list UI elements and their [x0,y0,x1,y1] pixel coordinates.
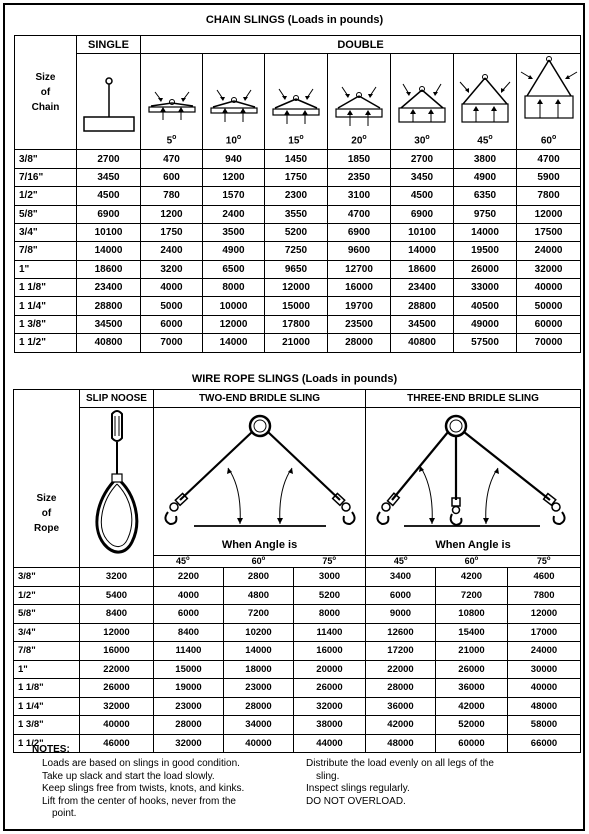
rope-load-cell: 22000 [366,660,436,679]
chain-load-cell: 2300 [265,187,328,205]
slip-noose-header: SLIP NOOSE [80,390,154,408]
double-30-diagram-cell [391,54,454,150]
chain-load-cell: 1750 [265,168,328,186]
rope-load-cell: 38000 [294,716,366,735]
rope-load-cell: 42000 [436,697,508,716]
single-sling-diagram [79,69,139,149]
note-item: Take up slack and start the load slowly. [42,770,215,782]
rope-load-cell: 42000 [366,716,436,735]
chain-load-cell: 1570 [203,187,265,205]
chain-size-cell: 1 1/2" [15,334,77,352]
chain-load-cell: 940 [203,150,265,168]
chain-load-cell: 10000 [203,297,265,315]
of-label: of [40,87,51,99]
double-45-diagram [456,64,514,134]
chain-load-cell: 21000 [265,334,328,352]
rope-load-cell: 11400 [294,623,366,642]
chain-load-cell: 9600 [328,242,391,260]
note-item: sling. [316,770,340,782]
rope-load-cell: 23000 [224,679,294,698]
note-item: Distribute the load evenly on all legs of the [306,758,494,769]
notes-left-column [42,758,292,821]
of-label: of [41,508,52,519]
rope-row [14,568,581,587]
chain-load-cell: 40500 [454,297,517,315]
chain-load-cell: 9650 [265,260,328,278]
rope-load-cell: 12600 [366,623,436,642]
rope-row [14,586,581,605]
chain-load-cell: 60000 [517,315,581,333]
chain-load-cell: 24000 [517,242,581,260]
chain-load-cell: 600 [141,168,203,186]
chain-load-cell: 1750 [141,223,203,241]
rope-load-cell: 28000 [224,697,294,716]
size-label: Size [36,493,57,504]
chain-load-cell: 14000 [391,242,454,260]
double-header: DOUBLE [141,36,581,54]
rope-load-cell: 32000 [294,697,366,716]
rope-load-cell: 26000 [80,679,154,698]
rope-load-cell: 36000 [366,697,436,716]
chain-size-cell: 1/2" [15,187,77,205]
three-end-when-angle-label: When Angle is [435,538,511,551]
rope-size-cell: 1 1/8" [14,679,80,698]
note-item: Keep slings free from twists, knots, and kinks. [42,783,245,794]
rope-load-cell: 30000 [508,660,581,679]
two-end-bridle-header: TWO-END BRIDLE SLING [154,390,366,408]
double-45-diagram-cell [454,54,517,150]
chain-row [15,242,581,260]
chain-load-cell: 7250 [265,242,328,260]
chain-row [15,187,581,205]
chain-row [15,297,581,315]
chain-load-cell: 6500 [203,260,265,278]
three-end-bridle-diagram-cell [366,408,581,556]
rope-load-cell: 2800 [224,568,294,587]
chain-label: Chain [31,102,60,114]
single-header: SINGLE [77,36,141,54]
chain-size-cell: 3/4" [15,223,77,241]
chain-size-cell: 1 1/4" [15,297,77,315]
angle-30-label: 30$^o$ [414,134,430,147]
rope-row [14,734,581,753]
rope-load-cell: 16000 [80,642,154,661]
rope-load-cell: 5200 [294,586,366,605]
chain-load-cell: 12000 [265,279,328,297]
rope-size-cell: 1" [14,660,80,679]
note-item: DO NOT OVERLOAD. [306,795,406,807]
chain-load-cell: 1200 [203,168,265,186]
rope-size-cell: 1 3/8" [14,716,80,735]
rope-load-cell: 11400 [154,642,224,661]
rope-load-cell: 34000 [224,716,294,735]
double-5-diagram-cell [141,54,203,150]
two-end-when-angle-label: When Angle is [221,538,298,551]
rope-load-cell: 20000 [294,660,366,679]
chain-load-cell: 28800 [77,297,141,315]
rope-load-cell: 10200 [224,623,294,642]
rope-load-cell: 14000 [224,642,294,661]
rope-load-cell: 7200 [224,605,294,624]
chain-load-cell: 4000 [141,279,203,297]
rope-load-cell: 66000 [508,734,581,753]
chain-load-cell: 2400 [203,205,265,223]
rope-load-cell: 7200 [436,586,508,605]
chain-row [15,223,581,241]
chain-load-cell: 18600 [391,260,454,278]
chain-load-cell: 3100 [328,187,391,205]
double-15-diagram-cell [265,54,328,150]
chain-load-cell: 4500 [77,187,141,205]
rope-size-cell: 1 1/2" [14,734,80,753]
chain-load-cell: 17500 [517,223,581,241]
rope-load-cell: 16000 [294,642,366,661]
note-item: point. [52,808,77,819]
double-30-diagram [393,70,451,134]
chain-row [15,205,581,223]
rope-load-cell: 23000 [154,697,224,716]
chain-load-cell: 5200 [265,223,328,241]
chain-size-cell: 7/16" [15,168,77,186]
rope-load-cell: 28000 [366,679,436,698]
angle-20-label: 20$^o$ [351,134,367,147]
rope-label: Rope [34,523,59,534]
chain-load-cell: 19500 [454,242,517,260]
angle-60-label: 60$^o$ [540,134,557,147]
chain-load-cell: 70000 [517,334,581,352]
chain-load-cell: 14000 [454,223,517,241]
rope-row [14,660,581,679]
chain-load-cell: 17800 [265,315,328,333]
rope-load-cell: 21000 [436,642,508,661]
rope-row [14,642,581,661]
chain-load-cell: 34500 [391,315,454,333]
chain-load-cell: 23400 [391,279,454,297]
three-end-bridle-diagram [366,408,580,528]
wire-rope-slings-table [13,389,581,753]
chain-table-body [15,150,581,352]
notes-heading: NOTES: [32,744,70,755]
rope-load-cell: 2200 [154,568,224,587]
double-60-diagram [519,54,579,134]
rope-load-cell: 40000 [80,716,154,735]
chain-row [15,260,581,278]
chain-row [15,279,581,297]
chain-load-cell: 18600 [77,260,141,278]
rope-load-cell: 3000 [294,568,366,587]
single-sling-diagram-cell [77,54,141,150]
rope-load-cell: 6000 [154,605,224,624]
three-end-bridle-header: THREE-END BRIDLE SLING [366,390,581,408]
rope-size-cell: 5/8" [14,605,80,624]
rope-load-cell: 32000 [154,734,224,753]
chain-row [15,150,581,168]
chain-load-cell: 6900 [77,205,141,223]
double-5-diagram [143,74,201,134]
rope-load-cell: 19000 [154,679,224,698]
rope-load-cell: 28000 [154,716,224,735]
chain-load-cell: 6900 [391,205,454,223]
three-end-angle-60: 60$^o$ [436,555,508,567]
chain-load-cell: 4900 [203,242,265,260]
rope-load-cell: 60000 [436,734,508,753]
two-end-angle-60: 60$^o$ [224,555,294,567]
chain-row [15,168,581,186]
rope-row [14,697,581,716]
rope-load-cell: 40000 [224,734,294,753]
chain-load-cell: 10100 [391,223,454,241]
two-end-bridle-diagram-cell [154,408,366,556]
chain-load-cell: 12000 [203,315,265,333]
chain-load-cell: 19700 [328,297,391,315]
rope-load-cell: 6000 [366,586,436,605]
rope-load-cell: 7800 [508,586,581,605]
chain-load-cell: 40000 [517,279,581,297]
rope-load-cell: 12000 [80,623,154,642]
rope-row [14,605,581,624]
rope-load-cell: 44000 [294,734,366,753]
chain-load-cell: 6900 [328,223,391,241]
chain-slings-table [14,35,581,353]
rope-load-cell: 40000 [508,679,581,698]
chain-size-cell: 1" [15,260,77,278]
rope-size-cell: 7/8" [14,642,80,661]
chain-load-cell: 2400 [141,242,203,260]
rope-load-cell: 15400 [436,623,508,642]
chain-size-cell: 5/8" [15,205,77,223]
chain-row [15,315,581,333]
chain-slings-title: CHAIN SLINGS (Loads in pounds) [205,14,384,26]
chain-load-cell: 33000 [454,279,517,297]
chain-load-cell: 15000 [265,297,328,315]
size-of-rope-header [14,390,80,568]
size-label: Size [35,72,56,84]
rope-size-cell: 1/2" [14,586,80,605]
rope-load-cell: 10800 [436,605,508,624]
two-end-angle-45: 45$^o$ [154,555,224,567]
rope-load-cell: 36000 [436,679,508,698]
double-60-diagram-cell [517,54,581,150]
rope-load-cell: 4000 [154,586,224,605]
chain-load-cell: 4700 [328,205,391,223]
rope-table-body [14,568,581,753]
note-item: Inspect slings regularly. [306,783,410,794]
chain-load-cell: 470 [141,150,203,168]
size-of-chain-header [15,36,77,150]
rope-load-cell: 46000 [80,734,154,753]
note-item: Loads are based on slings in good condition. [42,758,240,769]
chain-load-cell: 12000 [517,205,581,223]
slip-noose-diagram [80,408,154,558]
rope-load-cell: 48000 [366,734,436,753]
chain-load-cell: 10100 [77,223,141,241]
rope-load-cell: 17200 [366,642,436,661]
rope-load-cell: 52000 [436,716,508,735]
rope-load-cell: 4600 [508,568,581,587]
chain-load-cell: 8000 [203,279,265,297]
double-10-diagram-cell [203,54,265,150]
rope-load-cell: 8400 [80,605,154,624]
rope-row [14,679,581,698]
rope-load-cell: 58000 [508,716,581,735]
three-end-angle-45: 45$^o$ [366,555,436,567]
rope-load-cell: 32000 [80,697,154,716]
chain-load-cell: 28000 [328,334,391,352]
double-10-diagram [205,74,263,134]
angle-5-label: 5$^o$ [166,134,177,147]
rope-load-cell: 4200 [436,568,508,587]
chain-load-cell: 1850 [328,150,391,168]
angle-45-label: 45$^o$ [477,134,493,147]
rope-load-cell: 15000 [154,660,224,679]
chain-size-cell: 1 1/8" [15,279,77,297]
chain-load-cell: 32000 [517,260,581,278]
chain-load-cell: 23400 [77,279,141,297]
double-15-diagram [267,74,325,134]
chain-load-cell: 14000 [77,242,141,260]
three-end-angle-75: 75$^o$ [508,555,581,567]
note-item: Lift from the center of hooks, never from the [42,795,236,807]
chain-load-cell: 57500 [454,334,517,352]
wire-rope-slings-title: WIRE ROPE SLINGS (Loads in pounds) [191,373,398,385]
chain-load-cell: 28800 [391,297,454,315]
rope-load-cell: 3200 [80,568,154,587]
rope-load-cell: 22000 [80,660,154,679]
two-end-bridle-diagram [154,408,366,528]
chain-load-cell: 23500 [328,315,391,333]
chain-load-cell: 16000 [328,279,391,297]
chain-load-cell: 4900 [454,168,517,186]
rope-size-cell: 1 1/4" [14,697,80,716]
rope-load-cell: 8000 [294,605,366,624]
chain-load-cell: 50000 [517,297,581,315]
chain-load-cell: 3450 [77,168,141,186]
rope-load-cell: 26000 [436,660,508,679]
chain-load-cell: 34500 [77,315,141,333]
rope-load-cell: 18000 [224,660,294,679]
two-end-angle-75: 75$^o$ [294,555,366,567]
rope-load-cell: 3400 [366,568,436,587]
rope-size-cell: 3/8" [14,568,80,587]
chain-load-cell: 3450 [391,168,454,186]
rope-load-cell: 12000 [508,605,581,624]
notes-right-column [306,758,556,808]
chain-size-cell: 7/8" [15,242,77,260]
chain-load-cell: 780 [141,187,203,205]
rope-load-cell: 26000 [294,679,366,698]
rope-load-cell: 9000 [366,605,436,624]
chain-load-cell: 7800 [517,187,581,205]
chain-load-cell: 49000 [454,315,517,333]
chain-load-cell: 12700 [328,260,391,278]
chain-load-cell: 5900 [517,168,581,186]
chain-load-cell: 6350 [454,187,517,205]
chain-load-cell: 3800 [454,150,517,168]
chain-load-cell: 2700 [77,150,141,168]
chain-load-cell: 4700 [517,150,581,168]
chain-load-cell: 40800 [77,334,141,352]
rope-load-cell: 4800 [224,586,294,605]
chain-load-cell: 3200 [141,260,203,278]
chain-load-cell: 40800 [391,334,454,352]
angle-10-label: 10$^o$ [225,134,242,147]
chain-load-cell: 3500 [203,223,265,241]
double-20-diagram-cell [328,54,391,150]
rope-load-cell: 17000 [508,623,581,642]
chain-load-cell: 5000 [141,297,203,315]
chain-load-cell: 2700 [391,150,454,168]
rope-load-cell: 24000 [508,642,581,661]
chain-load-cell: 2350 [328,168,391,186]
chain-load-cell: 26000 [454,260,517,278]
rope-size-cell: 3/4" [14,623,80,642]
rope-load-cell: 5400 [80,586,154,605]
chain-load-cell: 14000 [203,334,265,352]
angle-15-label: 15$^o$ [288,134,304,147]
chain-load-cell: 9750 [454,205,517,223]
slip-noose-diagram-cell [80,408,154,568]
double-20-diagram [330,74,388,134]
chain-load-cell: 3550 [265,205,328,223]
rope-row [14,716,581,735]
chain-load-cell: 1200 [141,205,203,223]
chain-load-cell: 6000 [141,315,203,333]
chain-row [15,334,581,352]
chain-load-cell: 7000 [141,334,203,352]
rope-load-cell: 48000 [508,697,581,716]
chain-load-cell: 1450 [265,150,328,168]
rope-row [14,623,581,642]
chain-size-cell: 3/8" [15,150,77,168]
chain-load-cell: 4500 [391,187,454,205]
chain-size-cell: 1 3/8" [15,315,77,333]
rope-load-cell: 8400 [154,623,224,642]
